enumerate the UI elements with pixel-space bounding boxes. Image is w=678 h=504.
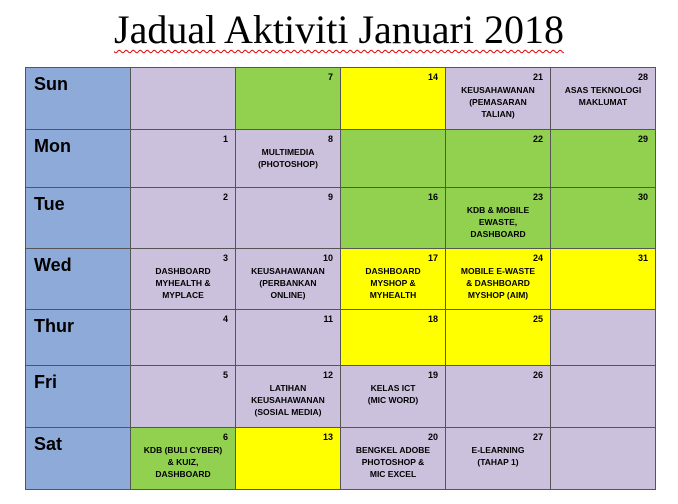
day-label-cell — [26, 130, 131, 188]
calendar-row — [26, 249, 656, 310]
calendar-cell — [131, 188, 236, 249]
event-text: E-LEARNING (TAHAP 1) — [471, 445, 525, 467]
calendar-cell — [551, 68, 656, 130]
day-label-cell — [26, 249, 131, 310]
day-label-cell — [26, 428, 131, 490]
calendar-cell — [551, 249, 656, 310]
date-number: 21 — [532, 72, 543, 82]
event-text: KDB (BULI CYBER) & KUIZ, DASHBOARD — [143, 445, 223, 479]
date-number: 18 — [427, 314, 438, 324]
day-label: Sun — [34, 74, 68, 94]
event-text: DASHBOARD MYHEALTH & MYPLACE — [155, 266, 211, 300]
event-text: MULTIMEDIA (PHOTOSHOP) — [258, 147, 318, 169]
calendar-cell — [236, 130, 341, 188]
date-number: 2 — [222, 192, 228, 202]
date-number: 8 — [327, 134, 333, 144]
event-text: MOBILE E-WASTE & DASHBOARD MYSHOP (AIM) — [460, 266, 536, 300]
calendar-cell — [446, 428, 551, 490]
calendar-row — [26, 428, 656, 490]
date-number: 23 — [532, 192, 543, 202]
calendar-cell — [341, 366, 446, 428]
day-label: Sat — [34, 434, 63, 454]
calendar-cell — [446, 188, 551, 249]
calendar-cell — [551, 310, 656, 366]
calendar-cell — [131, 428, 236, 490]
calendar-cell — [236, 366, 341, 428]
calendar-cell — [236, 188, 341, 249]
day-label-cell — [26, 68, 131, 130]
calendar-cell — [551, 130, 656, 188]
date-number: 9 — [327, 192, 333, 202]
event-text: KEUSAHAWANAN (PEMASARAN TALIAN) — [461, 85, 535, 119]
date-number: 26 — [532, 370, 543, 380]
date-number: 22 — [532, 134, 543, 144]
event-text: BENGKEL ADOBE PHOTOSHOP & MIC EXCEL — [355, 445, 431, 479]
calendar-cell — [131, 68, 236, 130]
date-number: 3 — [222, 253, 228, 263]
day-label: Fri — [34, 372, 58, 392]
event-text: KDB & MOBILE EWASTE, DASHBOARD — [466, 205, 530, 239]
page-title-text: Jadual Aktiviti Januari 2018 — [114, 7, 564, 52]
day-label-cell — [26, 366, 131, 428]
calendar-cell — [341, 428, 446, 490]
calendar-cell — [446, 130, 551, 188]
event-text: DASHBOARD MYSHOP & MYHEALTH — [365, 266, 421, 300]
calendar-cell — [341, 188, 446, 249]
event-text: LATIHAN KEUSAHAWANAN (SOSIAL MEDIA) — [251, 383, 325, 417]
date-number: 14 — [427, 72, 438, 82]
date-number: 16 — [427, 192, 438, 202]
day-label: Thur — [34, 316, 74, 336]
event-text: ASAS TEKNOLOGI MAKLUMAT — [564, 85, 642, 107]
date-number: 4 — [222, 314, 228, 324]
page-title — [0, 2, 678, 58]
date-number: 24 — [532, 253, 543, 263]
event-text: KELAS ICT (MIC WORD) — [367, 383, 419, 405]
date-number: 6 — [222, 432, 228, 442]
day-label: Tue — [34, 194, 65, 214]
calendar-row — [26, 188, 656, 249]
calendar-cell — [236, 68, 341, 130]
date-number: 28 — [637, 72, 648, 82]
date-number: 27 — [532, 432, 543, 442]
calendar-cell — [236, 249, 341, 310]
calendar-row — [26, 130, 656, 188]
day-label-cell — [26, 188, 131, 249]
day-label: Wed — [34, 255, 72, 275]
date-number: 17 — [427, 253, 438, 263]
calendar-cell — [341, 68, 446, 130]
date-number: 31 — [637, 253, 648, 263]
day-label: Mon — [34, 136, 71, 156]
calendar-cell — [446, 68, 551, 130]
calendar-cell — [551, 428, 656, 490]
calendar-row — [26, 68, 656, 130]
calendar-cell — [236, 310, 341, 366]
calendar-cell — [551, 366, 656, 428]
calendar-cell — [131, 366, 236, 428]
calendar-row — [26, 366, 656, 428]
day-label-cell — [26, 310, 131, 366]
calendar-cell — [446, 366, 551, 428]
date-number: 13 — [322, 432, 333, 442]
date-number: 25 — [532, 314, 543, 324]
calendar-cell — [446, 249, 551, 310]
calendar-cell — [131, 130, 236, 188]
calendar-cell — [341, 310, 446, 366]
date-number: 1 — [222, 134, 228, 144]
calendar-cell — [131, 249, 236, 310]
calendar-cell — [446, 310, 551, 366]
date-number: 29 — [637, 134, 648, 144]
calendar-cell — [341, 130, 446, 188]
calendar-cell — [551, 188, 656, 249]
date-number: 7 — [327, 72, 333, 82]
date-number: 19 — [427, 370, 438, 380]
date-number: 12 — [322, 370, 333, 380]
date-number: 20 — [427, 432, 438, 442]
calendar-cell — [131, 310, 236, 366]
calendar-cell — [341, 249, 446, 310]
date-number: 5 — [222, 370, 228, 380]
calendar-row — [26, 310, 656, 366]
date-number: 30 — [637, 192, 648, 202]
calendar-cell — [236, 428, 341, 490]
date-number: 11 — [323, 314, 333, 324]
event-text: KEUSAHAWANAN (PERBANKAN ONLINE) — [251, 266, 325, 300]
calendar-table — [25, 67, 656, 490]
date-number: 10 — [322, 253, 333, 263]
